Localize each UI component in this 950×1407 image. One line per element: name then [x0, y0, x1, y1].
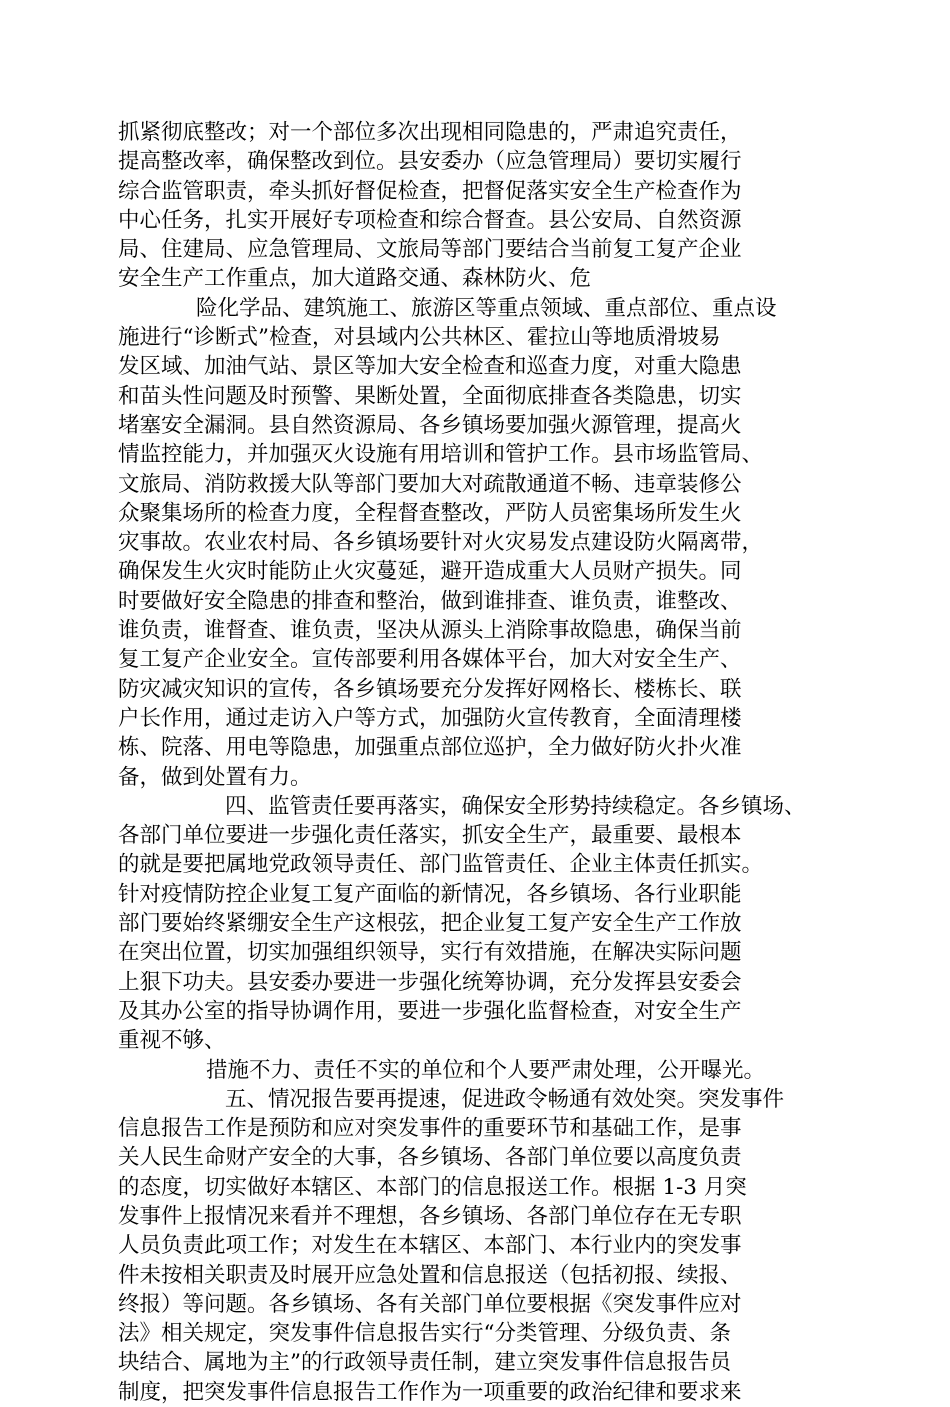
- text-line: 备，做到处置有力。: [118, 764, 312, 790]
- text-line: 文旅局、消防救援大队等部门要加大对疏散通道不畅、违章装修公: [118, 471, 742, 497]
- text-line: 中心任务，扎实开展好专项检查和综合督查。县公安局、自然资源: [118, 207, 742, 233]
- text-line: 在突出位置，切实加强组织领导，实行有效措施，在解决实际问题: [118, 940, 742, 966]
- text-line: 终报）等问题。各乡镇场、各有关部门单位要根据《突发事件应对: [118, 1291, 742, 1317]
- text-line: 人员负责此项工作；对发生在本辖区、本部门、本行业内的突发事: [118, 1233, 742, 1259]
- text-line: 信息报告工作是预防和应对突发事件的重要环节和基础工作，是事: [118, 1116, 742, 1142]
- text-line: 堵塞安全漏洞。县自然资源局、各乡镇场要加强火源管理，提高火: [118, 412, 742, 438]
- text-line: 及其办公室的指导协调作用，要进一步强化监督检查，对安全生产: [118, 998, 742, 1024]
- text-line: 上狠下功夫。县安委办要进一步强化统筹协调，充分发挥县安委会: [118, 969, 742, 995]
- text-line: 局、住建局、应急管理局、文旅局等部门要结合当前复工复产企业: [118, 237, 742, 263]
- text-line: 四、监管责任要再落实，确保安全形势持续稳定。各乡镇场、: [225, 793, 806, 819]
- text-line: 件未按相关职责及时展开应急处置和信息报送（包括初报、续报、: [118, 1262, 742, 1288]
- text-line: 综合监管职责，牵头抓好督促检查，把督促落实安全生产检查作为: [118, 178, 742, 204]
- text-line: 复工复产企业安全。宣传部要利用各媒体平台，加大对安全生产、: [118, 647, 742, 673]
- text-line: 各部门单位要进一步强化责任落实，抓安全生产，最重要、最根本: [118, 823, 742, 849]
- text-line: 重视不够、: [118, 1028, 226, 1054]
- text-line: 提高整改率，确保整改到位。县安委办（应急管理局）要切实履行: [118, 149, 742, 175]
- text-line: 确保发生火灾时能防止火灾蔓延，避开造成重大人员财产损失。同: [118, 559, 742, 585]
- text-line: 部门要始终紧绷安全生产这根弦，把企业复工复产安全生产工作放: [118, 911, 742, 937]
- text-line: 施进行“诊断式”检查，对县域内公共林区、霍拉山等地质滑坡易: [118, 325, 721, 351]
- text-line: 的就是要把属地党政领导责任、部门监管责任、企业主体责任抓实。: [118, 852, 764, 878]
- text-line: 关人民生命财产安全的大事，各乡镇场、各部门单位要以高度负责: [118, 1145, 742, 1171]
- text-line: 情监控能力，并加强灭火设施有用培训和管护工作。县市场监管局、: [118, 442, 764, 468]
- text-line: 防灾减灾知识的宣传，各乡镇场要充分发挥好网格长、楼栋长、联: [118, 676, 742, 702]
- document-page: [118, 118, 830, 1407]
- text-line: 的态度，切实做好本辖区、本部门的信息报送工作。根据 1-3 月突: [118, 1174, 747, 1200]
- text-line: 险化学品、建筑施工、旅游区等重点领域、重点部位、重点设: [196, 295, 777, 321]
- text-line: 抓紧彻底整改；对一个部位多次出现相同隐患的，严肃追究责任，: [118, 120, 742, 145]
- text-line: 户长作用，通过走访入户等方式，加强防火宣传教育，全面清理楼: [118, 705, 742, 731]
- text-line: 安全生产工作重点，加大道路交通、森林防火、危: [118, 266, 592, 292]
- text-line: 众聚集场所的检查力度，全程督查整改，严防人员密集场所发生火: [118, 500, 742, 526]
- text-line: 和苗头性问题及时预警、果断处置，全面彻底排查各类隐患，切实: [118, 383, 742, 409]
- text-line: 谁负责，谁督查、谁负责，坚决从源头上消除事故隐患，确保当前: [118, 618, 742, 644]
- text-line: 法》相关规定，突发事件信息报告实行“分类管理、分级负责、条: [118, 1321, 731, 1347]
- text-line: 措施不力、责任不实的单位和个人要严肃处理，公开曝光。: [206, 1057, 766, 1083]
- text-line: 针对疫情防控企业复工复产面临的新情况，各乡镇场、各行业职能: [118, 881, 742, 907]
- text-line: 块结合、属地为主”的行政领导责任制，建立突发事件信息报告员: [118, 1350, 731, 1376]
- text-line: 灾事故。农业农村局、各乡镇场要针对火灾易发点建设防火隔离带，: [118, 530, 764, 556]
- text-line: 时要做好安全隐患的排查和整治，做到谁排查、谁负责，谁整改、: [118, 588, 742, 614]
- text-line: 制度，把突发事件信息报告工作作为一项重要的政治纪律和要求来: [118, 1379, 742, 1405]
- text-line: 五、情况报告要再提速，促进政令畅通有效处突。突发事件: [225, 1086, 785, 1112]
- text-line: 栋、院落、用电等隐患，加强重点部位巡护，全力做好防火扑火准: [118, 735, 742, 761]
- text-line: 发事件上报情况来看并不理想，各乡镇场、各部门单位存在无专职: [118, 1203, 742, 1229]
- text-line: 发区域、加油气站、景区等加大安全检查和巡查力度，对重大隐患: [118, 354, 742, 380]
